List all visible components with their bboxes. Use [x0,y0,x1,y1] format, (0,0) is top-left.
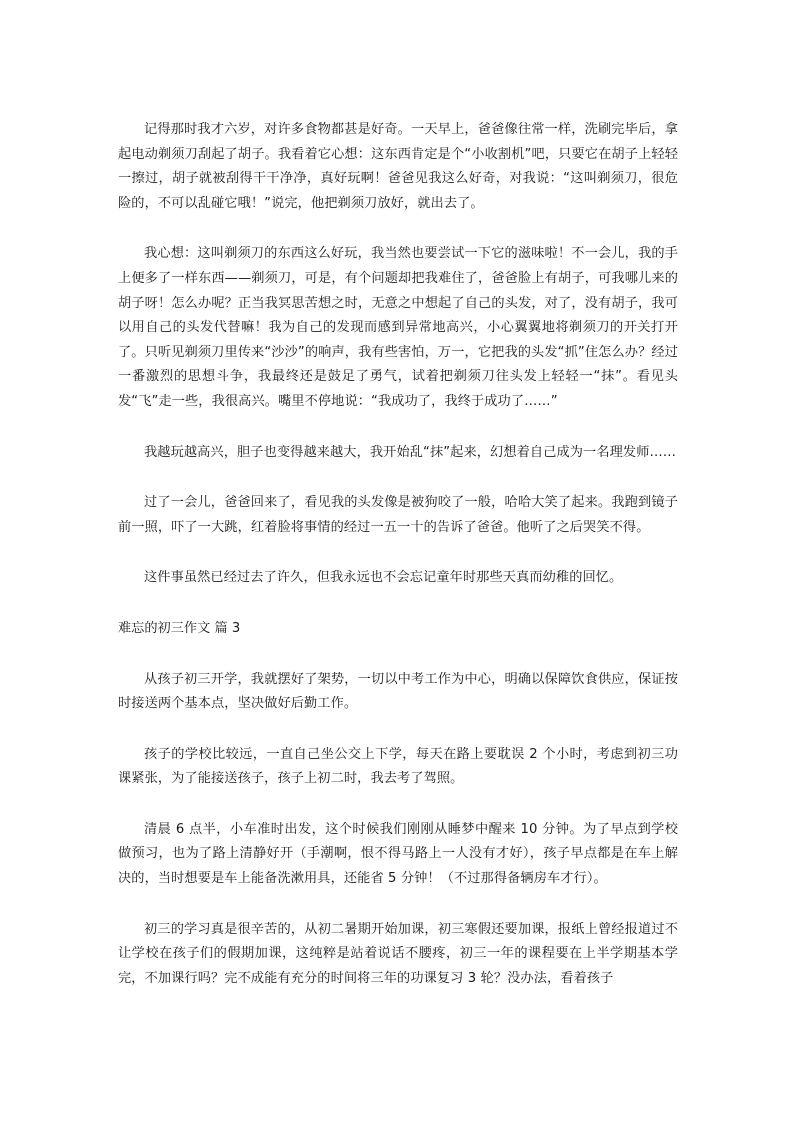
paragraph: 我越玩越高兴，胆子也变得越来越大，我开始乱“抹”起来，幻想着自己成为一名理发师…… [144,444,677,460]
section-heading: 难忘的初三作文 篇 3 [118,620,241,636]
paragraph: 初三的学习真是很辛苦的，从初二暑期开始加课，初三寒假还要加课，报纸上曾经报道过不让学校在孩子们的假期加课，这纯粹是站着说话不腰疼，初三一年的课程要在上半学期基本学完，不加课行吗？完不成能有充分的时间将三年的功课复习 3 轮？没办法，看着孩子 [118,921,678,986]
paragraph: 从孩子初三开学，我就摆好了架势，一切以中考工作为中心，明确以保障饮食供应，保证按时接送两个基本点，坚决做好后勤工作。 [118,671,678,712]
paragraph: 这件事虽然已经过去了许久，但我永远也不会忘记童年时那些天真而幼稚的回忆。 [144,570,623,586]
document-body [118,118,678,991]
paragraph: 孩子的学校比较远，一直自己坐公交上下学，每天在路上要耽误 2 个小时，考虑到初三功课紧张，为了能接送孩子，孩子上初二时，我去考了驾照。 [118,746,678,787]
paragraph: 过了一会儿，爸爸回来了，看见我的头发像是被狗咬了一般，哈哈大笑了起来。我跑到镜子前一照，吓了一大跳，红着脸将事情的经过一五一十的告诉了爸爸。他听了之后哭笑不得。 [118,495,678,535]
paragraph: 清晨 6 点半，小车准时出发，这个时候我们刚刚从睡梦中醒来 10 分钟。为了早点到学校做预习，也为了路上清静好开（手潮啊，恨不得马路上一人没有才好），孩子早点都是在车上解决的，当时想要是车上能备洗漱用具，还能省 5 分钟！（不过那得备辆房车才行）。 [118,821,678,887]
paragraph: 我心想：这叫剃须刀的东西这么好玩，我当然也要尝试一下它的滋味啦！不一会儿，我的手上便多了一样东西——剃须刀，可是，有个问题却把我难住了，爸爸脸上有胡子，可我哪儿来的胡子呀！怎么办呢？正当我冥思苦想之时，无意之中想起了自己的头发，对了，没有胡子，我可以用自己的头发代替嘛！我为自己的发现而感到异常地高兴，小心翼翼地将剃须刀的开关打开了。只听见剃须刀里传来“沙沙”的响声，我有些害怕，万一，它把我的头发“抓”住怎么办？经过一番激烈的思想斗争，我最终还是鼓足了勇气，试着把剃须刀往头发上轻轻一“抹”。看见头发“飞”走一些，我很高兴。嘴里不停地说：“我成功了，我终于成功了……” [118,246,678,409]
paragraph: 记得那时我才六岁，对许多食物都甚是好奇。一天早上，爸爸像往常一样，洗刷完毕后，拿起电动剃须刀刮起了胡子。我看着它心想：这东西肯定是个“小收割机”吧，只要它在胡子上轻轻一擦过，胡子就被刮得干干净净，真好玩啊！爸爸见我这么好奇，对我说：“这叫剃须刀，很危险的，不可以乱碰它哦！”说完，他把剃须刀放好，就出去了。 [118,122,678,211]
